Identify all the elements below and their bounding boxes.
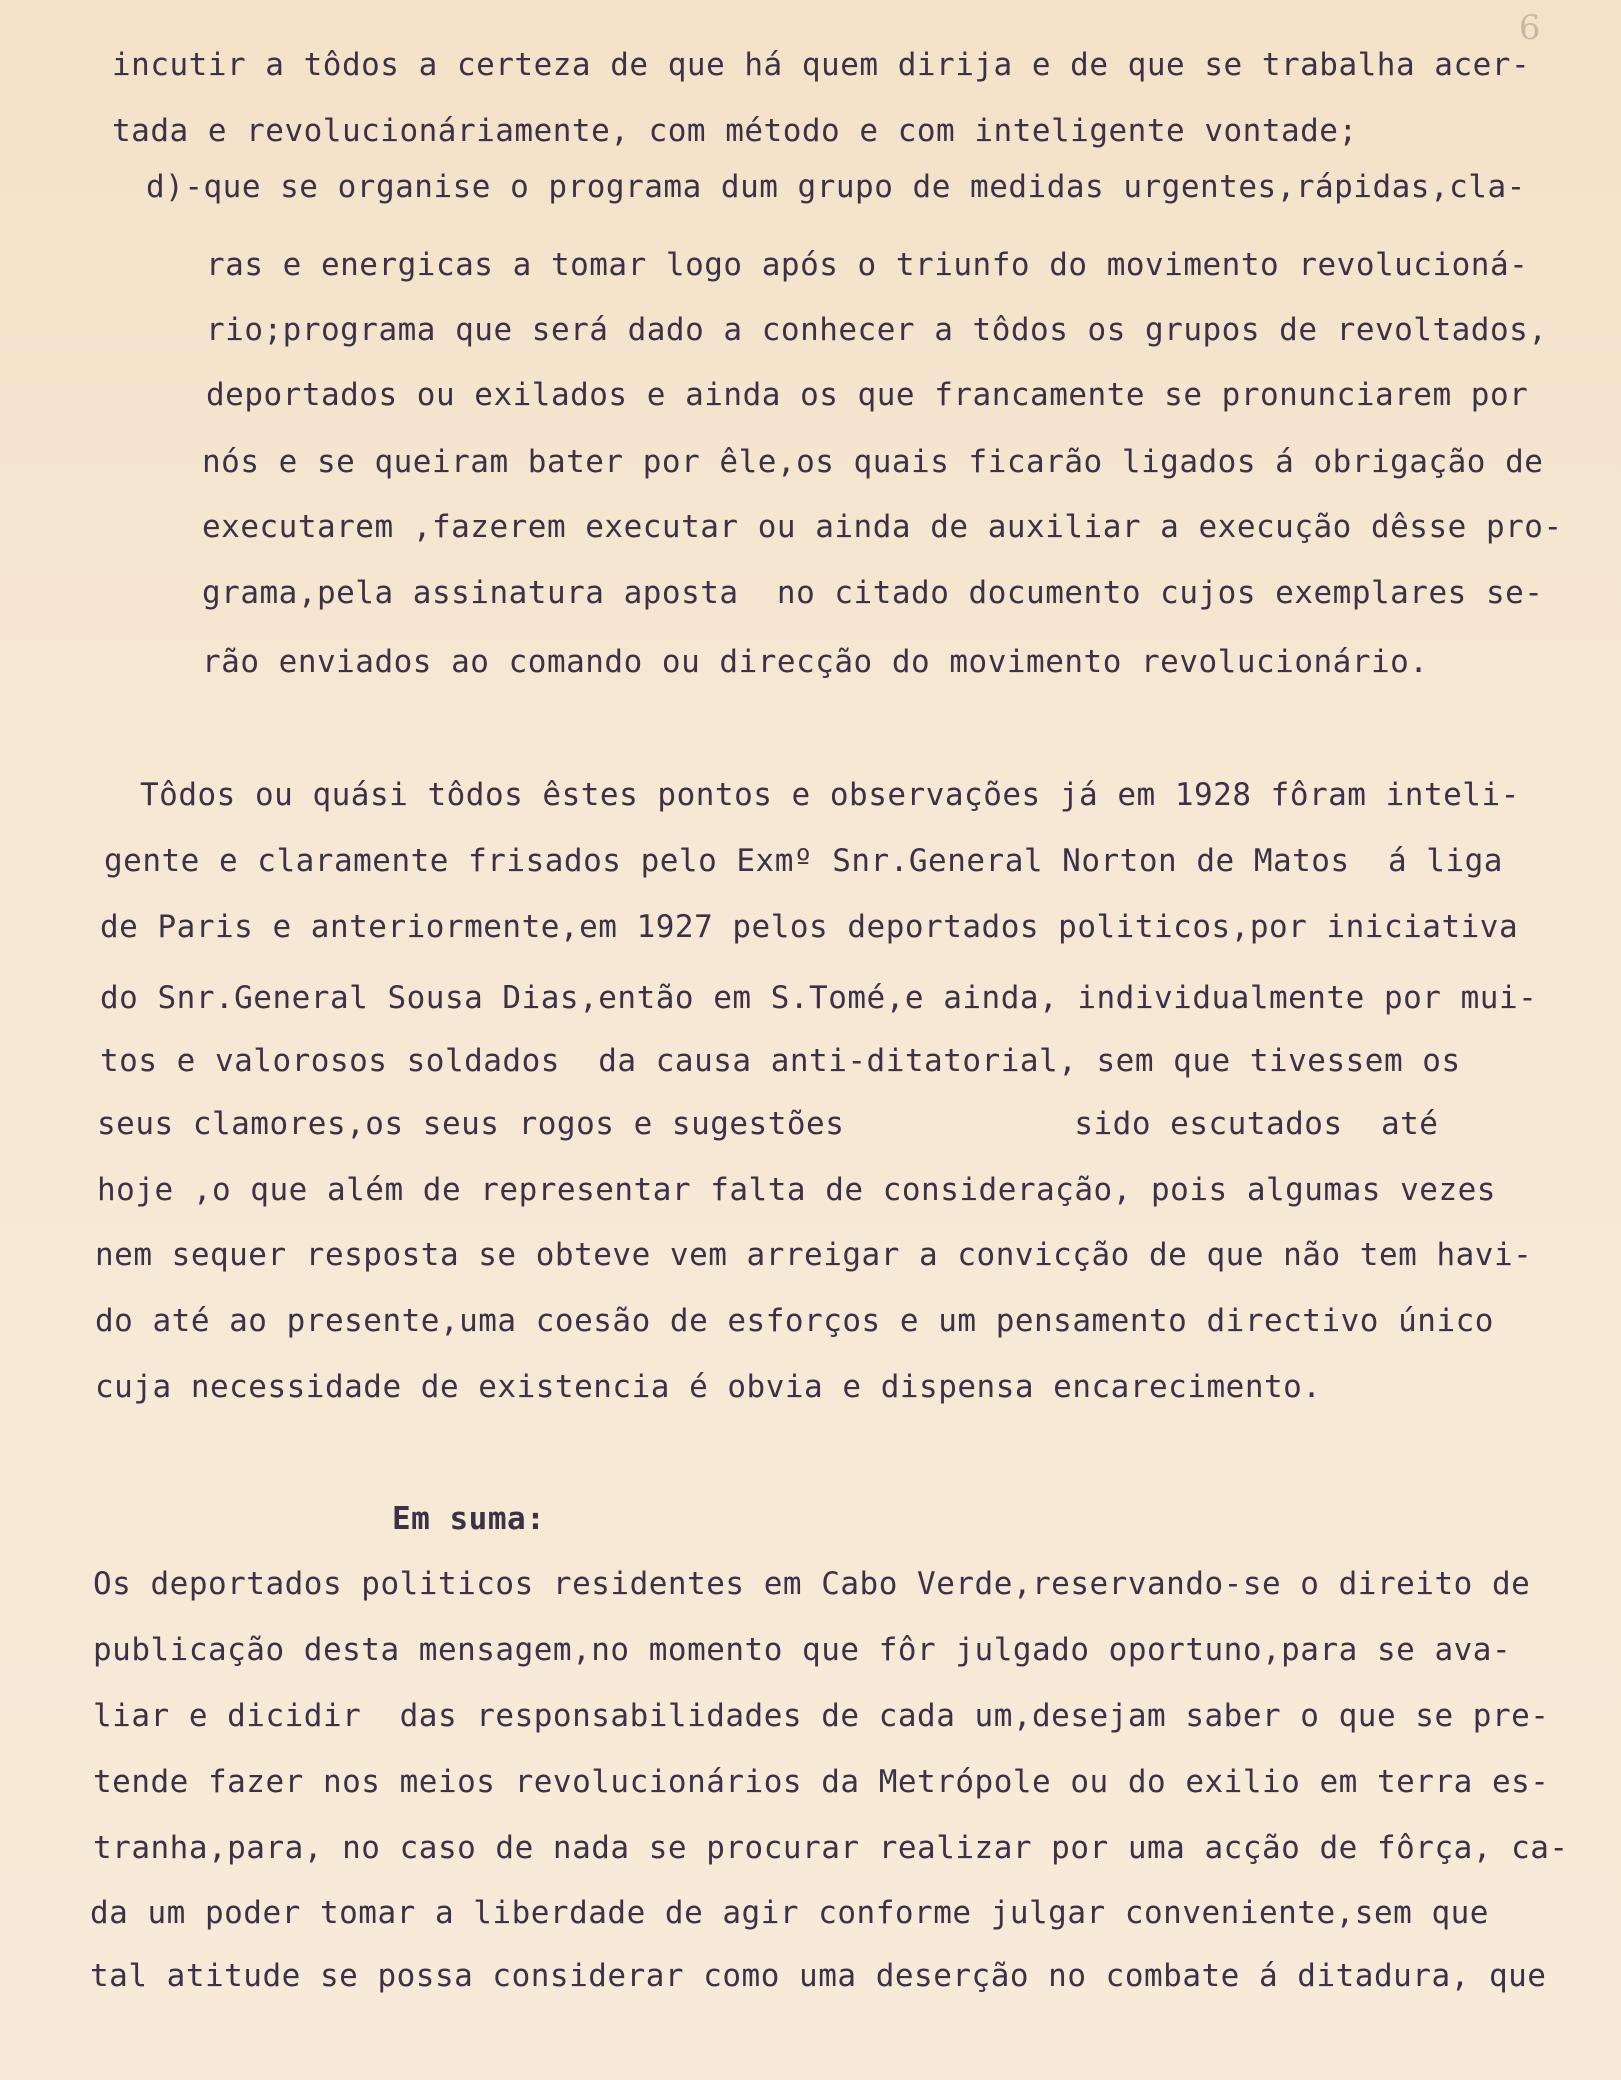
text-line: tende fazer nos meios revolucionários da Metrópole ou do exilio em terra es- (93, 1764, 1550, 1800)
text-line: seus clamores,os seus rogos e sugestões sido escutados até (97, 1106, 1439, 1142)
text-line: tal atitude se possa considerar como uma deserção no combate á ditadura, que (90, 1958, 1547, 1994)
text-line: nem sequer resposta se obteve vem arreigar a convicção de que não tem havi- (95, 1237, 1533, 1273)
text-line: gente e claramente frisados pelo Exmº Snr.General Norton de Matos á liga (104, 843, 1503, 879)
text-line: do Snr.General Sousa Dias,então em S.Tomé,e ainda, individualmente por mui- (100, 980, 1538, 1016)
text-line: d)-que se organise o programa dum grupo de medidas urgentes,rápidas,cla- (146, 169, 1526, 205)
text-line: tranha,para, no caso de nada se procurar realizar por uma acção de fôrça, ca- (93, 1830, 1569, 1866)
text-line: rão enviados ao comando ou direcção do movimento revolucionário. (202, 644, 1429, 680)
text-line: nós e se queiram bater por êle,os quais ficarão ligados á obrigação de (202, 444, 1544, 480)
text-line: tada e revolucionáriamente, com método e com inteligente vontade; (112, 113, 1358, 149)
text-line: Os deportados politicos residentes em Cabo Verde,reservando-se o direito de (93, 1566, 1531, 1602)
text-line: Tôdos ou quási tôdos êstes pontos e observações já em 1928 fôram inteli- (140, 777, 1520, 813)
text-line: ras e energicas a tomar logo após o triunfo do movimento revolucioná- (206, 247, 1529, 283)
page-number-mark: 6 (1518, 8, 1541, 48)
text-line: grama,pela assinatura aposta no citado documento cujos exemplares se- (202, 575, 1544, 611)
text-line: executarem ,fazerem executar ou ainda de auxiliar a execução dêsse pro- (202, 509, 1563, 545)
text-line: incutir a tôdos a certeza de que há quem dirija e de que se trabalha acer- (112, 47, 1531, 83)
text-line: hoje ,o que além de representar falta de consideração, pois algumas vezes (97, 1172, 1496, 1208)
text-line: liar e dicidir das responsabilidades de cada um,desejam saber o que se pre- (93, 1698, 1550, 1734)
text-line: cuja necessidade de existencia é obvia e dispensa encarecimento. (95, 1369, 1322, 1405)
section-heading: Em suma: (392, 1501, 546, 1537)
text-line: deportados ou exilados e ainda os que francamente se pronunciarem por (206, 377, 1529, 413)
text-line: do até ao presente,uma coesão de esforços e um pensamento directivo único (95, 1303, 1494, 1339)
text-line: da um poder tomar a liberdade de agir conforme julgar conveniente,sem que (90, 1895, 1489, 1931)
text-line: publicação desta mensagem,no momento que fôr julgado oportuno,para se ava- (93, 1632, 1512, 1668)
text-line: de Paris e anteriormente,em 1927 pelos deportados politicos,por iniciativa (100, 909, 1519, 945)
text-line: tos e valorosos soldados da causa anti-ditatorial, sem que tivessem os (100, 1043, 1461, 1079)
text-line: rio;programa que será dado a conhecer a tôdos os grupos de revoltados, (206, 312, 1548, 348)
